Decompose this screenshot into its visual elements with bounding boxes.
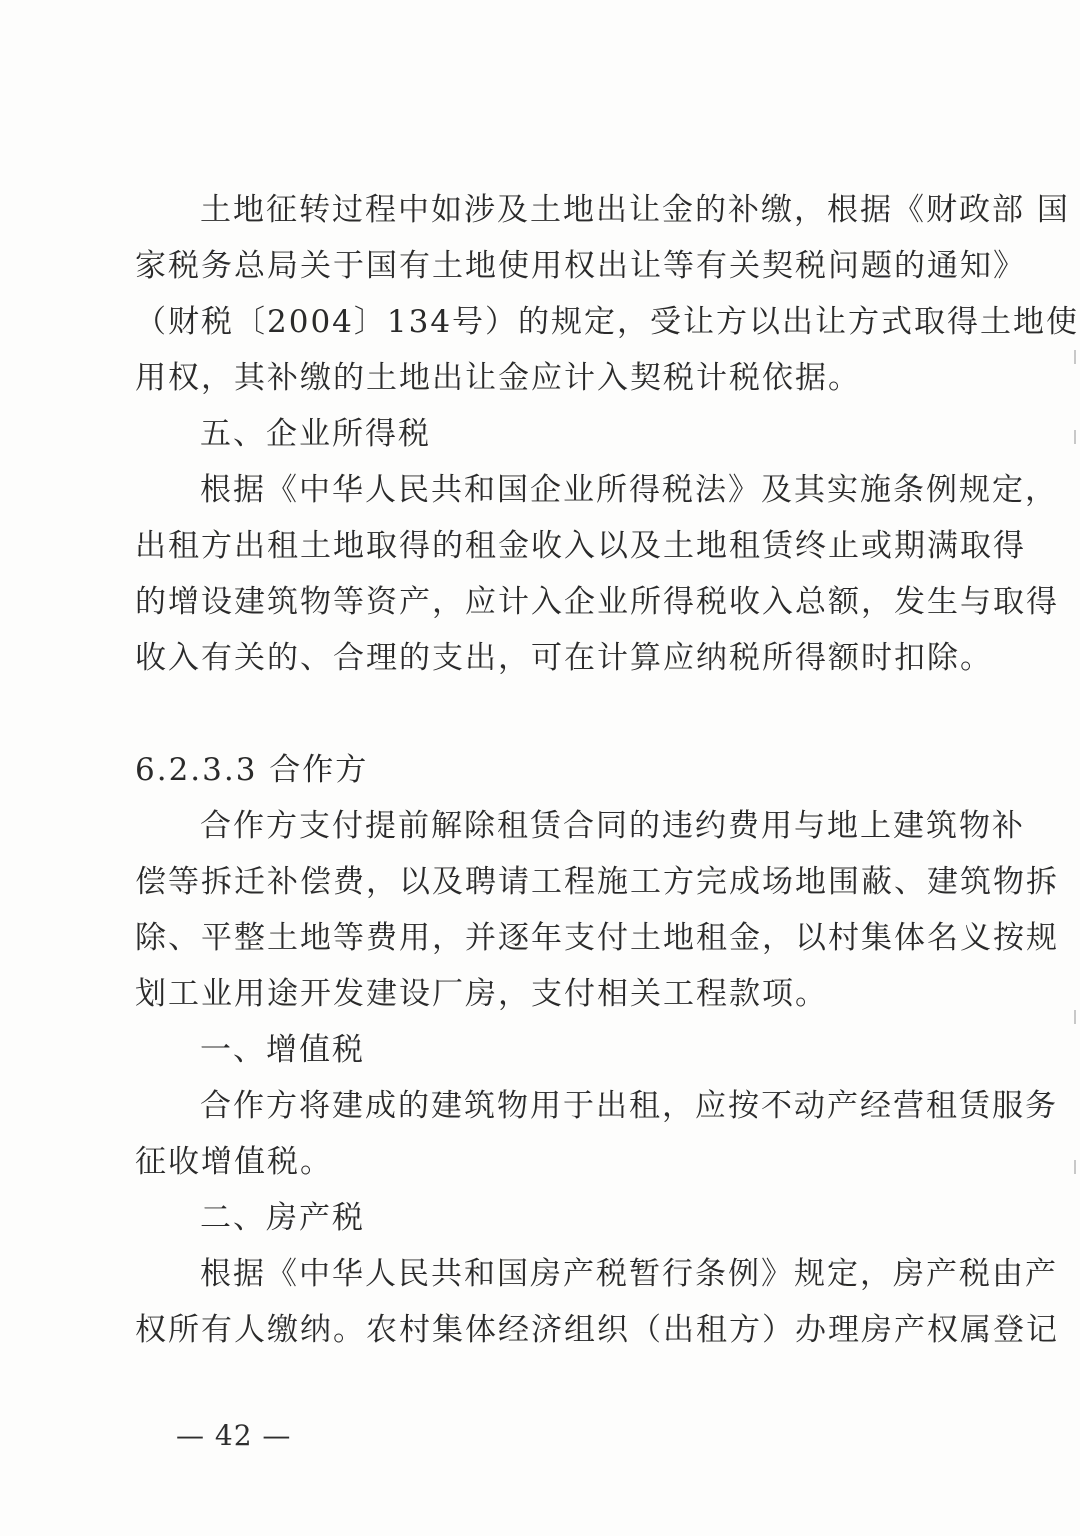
paragraph-line: 出租方出租土地取得的租金收入以及土地租赁终止或期满取得 bbox=[135, 528, 1026, 564]
paragraph-line: 除、平整土地等费用，并逐年支付土地租金，以村集体名义按规 bbox=[135, 920, 1059, 956]
scan-edge-mark bbox=[1074, 1160, 1076, 1174]
paragraph-line: 合作方支付提前解除租赁合同的违约费用与地上建筑物补 bbox=[200, 808, 1025, 844]
paragraph-line: 划工业用途开发建设厂房，支付相关工程款项。 bbox=[135, 976, 828, 1012]
page-number: — 42 — bbox=[176, 1419, 292, 1452]
paragraph-line: 征收增值税。 bbox=[135, 1144, 333, 1180]
section-heading: 一、增值税 bbox=[200, 1032, 365, 1068]
paragraph-line: 权所有人缴纳。农村集体经济组织（出租方）办理房产权属登记 bbox=[135, 1312, 1059, 1348]
paragraph-line: 根据《中华人民共和国房产税暂行条例》规定，房产税由产 bbox=[200, 1256, 1058, 1292]
paragraph-line: 用权，其补缴的土地出让金应计入契税计税依据。 bbox=[135, 360, 861, 396]
paragraph-line: 偿等拆迁补偿费，以及聘请工程施工方完成场地围蔽、建筑物拆 bbox=[135, 864, 1059, 900]
scan-edge-mark bbox=[1074, 350, 1076, 364]
subsection-heading: 6.2.3.3 合作方 bbox=[135, 752, 369, 788]
section-heading: 二、房产税 bbox=[200, 1200, 365, 1236]
section-heading: 五、企业所得税 bbox=[200, 416, 431, 452]
paragraph-line: 根据《中华人民共和国企业所得税法》及其实施条例规定， bbox=[200, 472, 1058, 508]
paragraph-line: （财税〔2004〕134号）的规定，受让方以出让方式取得土地使 bbox=[135, 304, 1080, 340]
paragraph-line: 的增设建筑物等资产，应计入企业所得税收入总额，发生与取得 bbox=[135, 584, 1059, 620]
paragraph-line: 家税务总局关于国有土地使用权出让等有关契税问题的通知》 bbox=[135, 248, 1026, 284]
scan-edge-mark bbox=[1074, 430, 1076, 444]
paragraph-line: 土地征转过程中如涉及土地出让金的补缴，根据《财政部 国 bbox=[200, 192, 1070, 228]
paragraph-line: 收入有关的、合理的支出，可在计算应纳税所得额时扣除。 bbox=[135, 640, 993, 676]
paragraph-line: 合作方将建成的建筑物用于出租，应按不动产经营租赁服务 bbox=[200, 1088, 1058, 1124]
scan-edge-mark bbox=[1074, 1010, 1076, 1024]
